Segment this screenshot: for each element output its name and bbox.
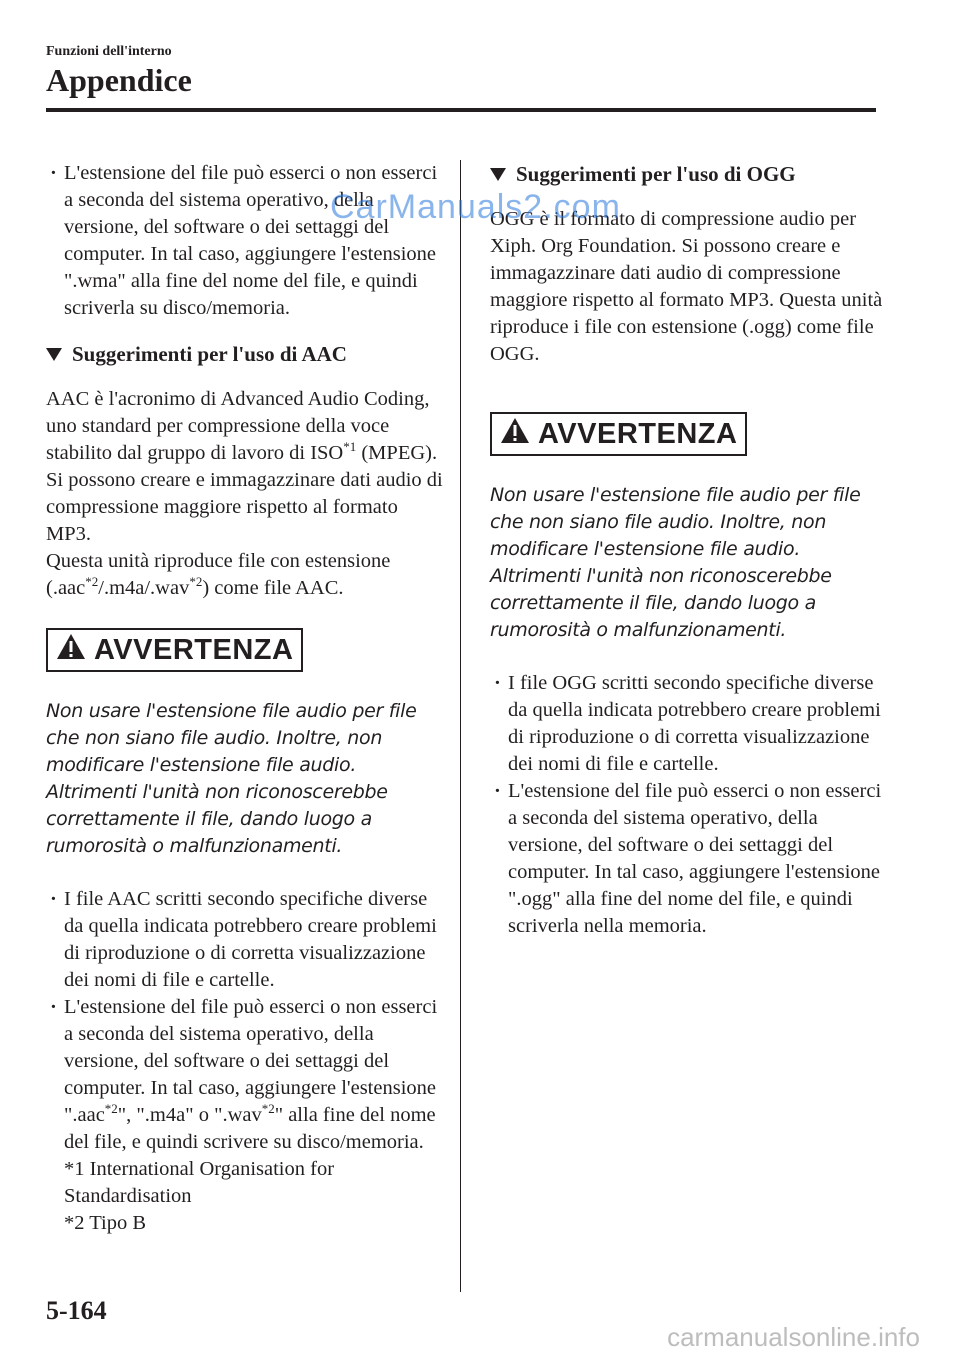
bullet-text: " alla fine del nome del file, e quindi scrivere su disco/memoria. — [64, 1104, 436, 1153]
triangle-down-icon — [490, 168, 506, 181]
warning-icon — [500, 417, 530, 452]
aac-para-text: (MPEG). Si possono creare e immagazzinare dati audio di compressione maggiore rispetto al formato MP3. — [46, 442, 443, 545]
footnote-1: *1 International Organisation for Standardisation — [64, 1158, 335, 1207]
page-title: Appendice — [46, 62, 192, 98]
warning-badge — [490, 412, 747, 456]
left-column — [46, 160, 446, 1237]
aac-paragraph-2 — [46, 548, 446, 602]
right-column — [490, 160, 890, 940]
footnote-ref: *2 — [189, 574, 203, 590]
warning-badge — [46, 628, 303, 672]
footnote-ref: *2 — [261, 1101, 275, 1117]
aac-para2-text: /.m4a/.wav — [98, 577, 190, 599]
warning-label: AVVERTENZA — [538, 417, 738, 450]
aac-para2-text: Questa unità riproduce file con estensione (.aac — [46, 550, 391, 599]
triangle-down-icon — [46, 348, 62, 361]
bullet-wma-extension: · L'estensione del file può esserci o non esserci a seconda del sistema operativo, della versione, del software o dei settaggi del computer. In tal caso, aggiungere l'estensione ".wma" alla fine del nome del file, e quindi scriverla su disco/memoria. — [46, 160, 446, 322]
warning-label: AVVERTENZA — [94, 633, 294, 666]
aac-paragraph — [46, 386, 446, 548]
aac-para2-text: ) come file AAC. — [202, 577, 344, 599]
footnote-ref: *2 — [104, 1101, 118, 1117]
section-label: Funzioni dell'interno — [46, 44, 172, 59]
warning-text: Non usare l'estensione file audio per file che non siano file audio. Inoltre, non modificare l'estensione file audio. Altrimenti l'unità non riconoscerebbe correttamente il file, dando luogo a rumorosità o malfunzionamenti. — [490, 484, 861, 641]
bullet-text: L'estensione del file può esserci o non esserci a seconda del sistema operativo, della versione, del software o dei settaggi del computer. In tal caso, aggiungere l'estensione ".aac — [64, 996, 438, 1126]
bullet-ogg-extension: · L'estensione del file può esserci o non esserci a seconda del sistema operativo, della versione, del software o dei settaggi del computer. In tal caso, aggiungere l'estensione ".ogg" alla fine del nome del file, e quindi scriverla nella memoria. — [490, 778, 890, 940]
header-rule — [46, 108, 876, 112]
aac-heading-text: Suggerimenti per l'uso di AAC — [72, 342, 347, 366]
ogg-heading — [490, 160, 890, 188]
bullet-text: ", ".m4a" o ".wav — [117, 1104, 262, 1126]
bullet-aac-extension — [46, 994, 446, 1156]
aac-para-text: AAC è l'acronimo di Advanced Audio Coding, uno standard per compressione della voce stabilito dal gruppo di lavoro di ISO — [46, 388, 430, 464]
footnote-2: *2 Tipo B — [64, 1212, 147, 1234]
watermark-footer: carmanualsonline.info — [667, 1322, 920, 1352]
ogg-paragraph: OGG è il formato di compressione audio per Xiph. Org Foundation. Si possono creare e immagazzinare dati audio di compressione maggiore rispetto al formato MP3. Questa unità riproduce i file con estensione (.ogg) come file OGG. — [490, 208, 883, 365]
warning-text: Non usare l'estensione file audio per file che non siano file audio. Inoltre, non modificare l'estensione file audio. Altrimenti l'unità non riconoscerebbe correttamente il file, dando luogo a rumorosità o malfunzionamenti. — [46, 700, 417, 857]
footnote-ref: *2 — [85, 574, 99, 590]
watermark-logo: CarManuals2.com — [330, 188, 621, 226]
footnote-ref: *1 — [343, 439, 357, 455]
aac-heading — [46, 340, 446, 368]
ogg-heading-text: Suggerimenti per l'uso di OGG — [516, 162, 796, 186]
column-divider — [460, 160, 461, 1292]
page-number: 5-164 — [46, 1296, 107, 1325]
bullet-aac-specs: · I file AAC scritti secondo specifiche diverse da quella indicata potrebbero creare problemi di riproduzione o di corretta visualizzazione dei nomi di file e cartelle. — [46, 886, 446, 994]
warning-icon — [56, 633, 86, 668]
bullet-ogg-specs: · I file OGG scritti secondo specifiche diverse da quella indicata potrebbero creare problemi di riproduzione o di corretta visualizzazione dei nomi di file e cartelle. — [490, 670, 890, 778]
